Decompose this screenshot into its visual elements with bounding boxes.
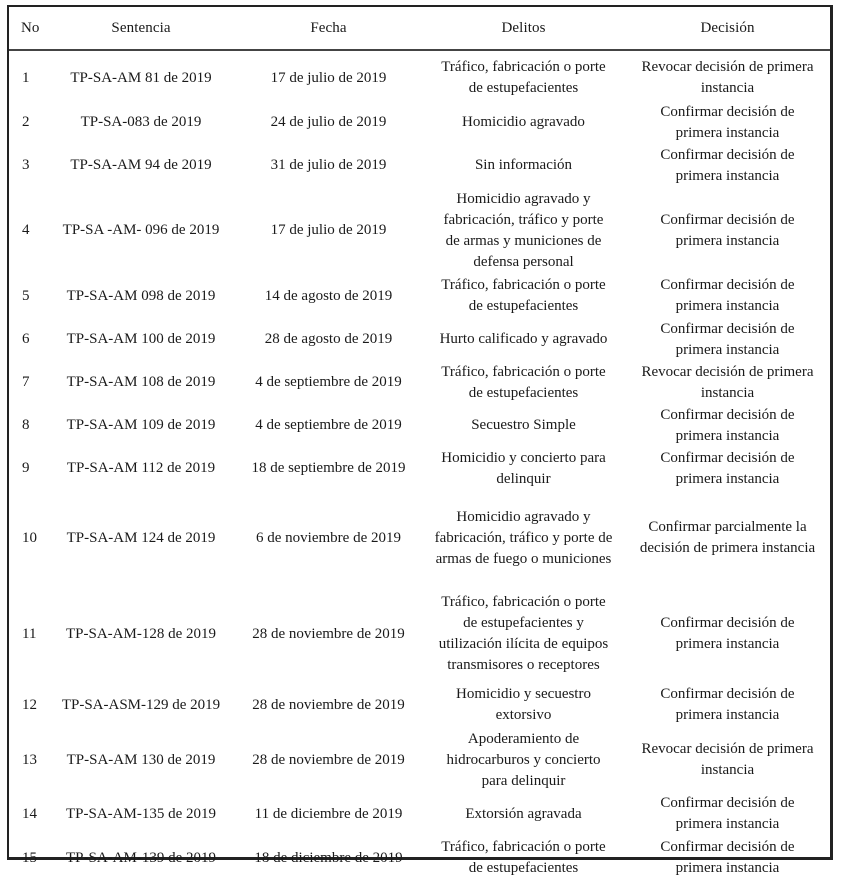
cell-fecha: 18 de septiembre de 2019 [251, 460, 406, 476]
decision-line: Confirmar decisión de [660, 211, 795, 228]
delitos-line: Tráfico, fabricación o porte [441, 363, 606, 380]
cell-decision [625, 361, 830, 404]
delitos-line: de estupefacientes [468, 298, 579, 314]
cell-fecha: 4 de septiembre de 2019 [255, 417, 402, 433]
cell-fecha: 4 de septiembre de 2019 [255, 374, 402, 390]
table-row [9, 101, 830, 144]
cell-delitos [422, 274, 625, 318]
decision-line: Revocar decisión de primera [641, 363, 814, 380]
decision-line: primera instancia [675, 341, 780, 358]
decision-line: primera instancia [675, 470, 780, 487]
delitos-line: extorsivo [495, 707, 552, 723]
decision-line: primera instancia [675, 124, 780, 141]
delitos-line: utilización ilícita de equipos [438, 636, 609, 652]
cell-decision [625, 50, 830, 101]
cell-sentencia: TP-SA -AM- 096 de 2019 [62, 222, 220, 238]
cell-delitos [422, 490, 625, 586]
delitos-line: de estupefacientes [468, 80, 579, 96]
cell-fecha: 28 de noviembre de 2019 [252, 696, 405, 713]
cell-sentencia: TP-SA-AM-139 de 2019 [66, 849, 216, 866]
decision-line: Revocar decisión de primera [641, 59, 814, 75]
delitos-line: para delinquir [481, 772, 566, 789]
decision-line: Confirmar decisión de [660, 615, 795, 631]
delitos-line: de armas y municiones de [445, 232, 602, 249]
table-row [9, 836, 830, 880]
cell-fecha: 14 de agosto de 2019 [264, 287, 393, 304]
table-row [9, 187, 830, 274]
delitos-line: Homicidio agravado y [456, 508, 591, 525]
cell-decision [625, 318, 830, 361]
cell-no: 1 [22, 69, 30, 86]
delitos-line: transmisores o receptores [447, 657, 600, 673]
cell-fecha: 28 de noviembre de 2019 [252, 625, 405, 642]
table-row [9, 404, 830, 447]
delitos-line: Hurto calificado y agravado [439, 331, 608, 347]
decision-line: Confirmar decisión de [660, 839, 795, 855]
delitos-line: de estupefacientes [468, 384, 579, 401]
delitos-line: Sin información [474, 157, 573, 173]
cell-delitos [422, 586, 625, 682]
cell-no: 13 [22, 751, 37, 768]
decision-line: Confirmar decisión de [660, 146, 795, 163]
decision-line: instancia [700, 80, 755, 96]
cell-sentencia: TP-SA-AM 108 de 2019 [66, 374, 216, 390]
cell-delitos [422, 682, 625, 728]
delitos-line: Secuestro Simple [471, 417, 576, 433]
delitos-line: Apoderamiento de [467, 730, 580, 747]
decision-line: Revocar decisión de primera [641, 741, 814, 757]
table-header [9, 7, 830, 50]
decision-line: primera instancia [675, 427, 780, 444]
decision-line: Confirmar decisión de [660, 686, 795, 702]
cell-fecha: 31 de julio de 2019 [270, 157, 387, 173]
header-fecha: Fecha [235, 7, 422, 50]
delitos-line: Tráfico, fabricación o porte [441, 594, 606, 610]
delitos-line: Tráfico, fabricación o porte [441, 59, 606, 75]
cell-sentencia: TP-SA-AM 81 de 2019 [70, 69, 212, 86]
cell-sentencia: TP-SA-ASM-129 de 2019 [61, 696, 221, 713]
cell-sentencia: TP-SA-083 de 2019 [80, 114, 202, 130]
decision-line: primera instancia [675, 860, 780, 876]
table-row [9, 274, 830, 318]
table-row [9, 447, 830, 490]
cell-delitos [422, 728, 625, 792]
delitos-line: defensa personal [473, 253, 574, 270]
cell-delitos [422, 447, 625, 490]
decision-line: primera instancia [675, 636, 780, 652]
cell-sentencia: TP-SA-AM 098 de 2019 [66, 287, 216, 304]
cell-delitos [422, 318, 625, 361]
delitos-line: Homicidio y secuestro [456, 686, 591, 702]
cell-decision [625, 144, 830, 187]
table-row [9, 50, 830, 101]
decision-line: Confirmar decisión de [660, 406, 795, 423]
cell-decision [625, 836, 830, 880]
cell-delitos [422, 361, 625, 404]
cell-sentencia: TP-SA-AM 124 de 2019 [66, 529, 216, 546]
delitos-line: Homicidio y concierto para [441, 449, 606, 466]
cell-fecha: 18 de diciembre de 2019 [254, 849, 403, 866]
table-row [9, 728, 830, 792]
cell-delitos [422, 101, 625, 144]
decision-line: Confirmar parcialmente la [648, 519, 807, 535]
cell-decision [625, 101, 830, 144]
cell-no: 12 [22, 696, 37, 713]
delitos-line: fabricación, tráfico y porte [443, 211, 604, 228]
decision-line: instancia [700, 384, 755, 401]
cell-decision [625, 490, 830, 586]
cell-no: 7 [22, 374, 30, 390]
cell-no: 3 [22, 157, 30, 173]
cell-fecha: 17 de julio de 2019 [270, 222, 387, 238]
cell-decision [625, 792, 830, 836]
cell-sentencia: TP-SA-AM-135 de 2019 [66, 805, 216, 822]
delitos-line: de estupefacientes y [463, 615, 584, 631]
decision-line: primera instancia [675, 232, 780, 249]
cell-delitos [422, 144, 625, 187]
cell-no: 8 [22, 417, 30, 433]
cell-delitos [422, 187, 625, 274]
header-row [9, 7, 830, 50]
decision-line: instancia [700, 762, 755, 778]
cell-sentencia: TP-SA-AM 112 de 2019 [66, 460, 216, 476]
delitos-line: Homicidio agravado [462, 114, 585, 130]
cell-no: 2 [22, 114, 30, 130]
cell-decision [625, 274, 830, 318]
delitos-line: Homicidio agravado y [456, 190, 591, 207]
delitos-line: hidrocarburos y concierto [446, 751, 601, 768]
decision-line: primera instancia [675, 816, 780, 832]
delitos-line: Tráfico, fabricación o porte [441, 277, 606, 293]
table-row [9, 490, 830, 586]
cell-no: 15 [22, 849, 37, 866]
cell-no: 11 [22, 625, 37, 642]
cell-no: 4 [22, 222, 30, 238]
cell-no: 14 [22, 805, 37, 822]
header-delitos: Delitos [422, 7, 625, 50]
delitos-line: Extorsión agravada [465, 805, 582, 822]
cell-fecha: 6 de noviembre de 2019 [256, 529, 401, 546]
cell-delitos [422, 404, 625, 447]
cell-delitos [422, 792, 625, 836]
cell-sentencia: TP-SA-AM 109 de 2019 [66, 417, 216, 433]
decision-line: Confirmar decisión de [660, 277, 795, 293]
cell-no: 5 [22, 287, 30, 304]
cell-fecha: 24 de julio de 2019 [270, 114, 387, 130]
table-row [9, 144, 830, 187]
cell-decision [625, 447, 830, 490]
cell-sentencia: TP-SA-AM-128 de 2019 [66, 625, 216, 642]
header-decision: Decisión [625, 7, 830, 50]
cell-decision [625, 682, 830, 728]
cell-sentencia: TP-SA-AM 94 de 2019 [70, 157, 212, 173]
table-row [9, 586, 830, 682]
table-body [9, 50, 830, 880]
decision-line: Confirmar decisión de [660, 103, 795, 120]
delitos-line: Tráfico, fabricación o porte [441, 839, 606, 855]
cell-delitos [422, 50, 625, 101]
decision-line: Confirmar decisión de [660, 320, 795, 337]
header-no: No [9, 7, 47, 50]
decision-line: Confirmar decisión de [660, 795, 795, 811]
delitos-line: delinquir [496, 470, 551, 487]
cell-delitos [422, 836, 625, 880]
header-sentencia: Sentencia [47, 7, 235, 50]
table-row [9, 792, 830, 836]
cell-sentencia: TP-SA-AM 100 de 2019 [66, 331, 216, 347]
delitos-line: fabricación, tráfico y porte de [434, 529, 613, 546]
cell-fecha: 11 de diciembre de 2019 [254, 805, 403, 822]
cell-decision [625, 586, 830, 682]
decision-line: primera instancia [675, 167, 780, 184]
table-row [9, 361, 830, 404]
decision-line: decisión de primera instancia [639, 540, 816, 556]
cell-fecha: 17 de julio de 2019 [270, 69, 387, 86]
table-row [9, 318, 830, 361]
table-frame [7, 5, 833, 876]
sentencias-table [9, 7, 830, 880]
decision-line: primera instancia [675, 707, 780, 723]
decision-line: Confirmar decisión de [660, 449, 795, 466]
cell-decision [625, 404, 830, 447]
decision-line: primera instancia [675, 298, 780, 314]
cell-fecha: 28 de agosto de 2019 [264, 331, 393, 347]
table-row [9, 682, 830, 728]
delitos-line: de estupefacientes [468, 860, 579, 876]
cell-fecha: 28 de noviembre de 2019 [252, 751, 405, 768]
cell-no: 9 [22, 460, 30, 476]
delitos-line: armas de fuego o municiones [435, 550, 612, 567]
cell-no: 10 [22, 529, 37, 546]
cell-decision [625, 187, 830, 274]
cell-sentencia: TP-SA-AM 130 de 2019 [66, 751, 216, 768]
cell-no: 6 [22, 331, 30, 347]
cell-decision [625, 728, 830, 792]
